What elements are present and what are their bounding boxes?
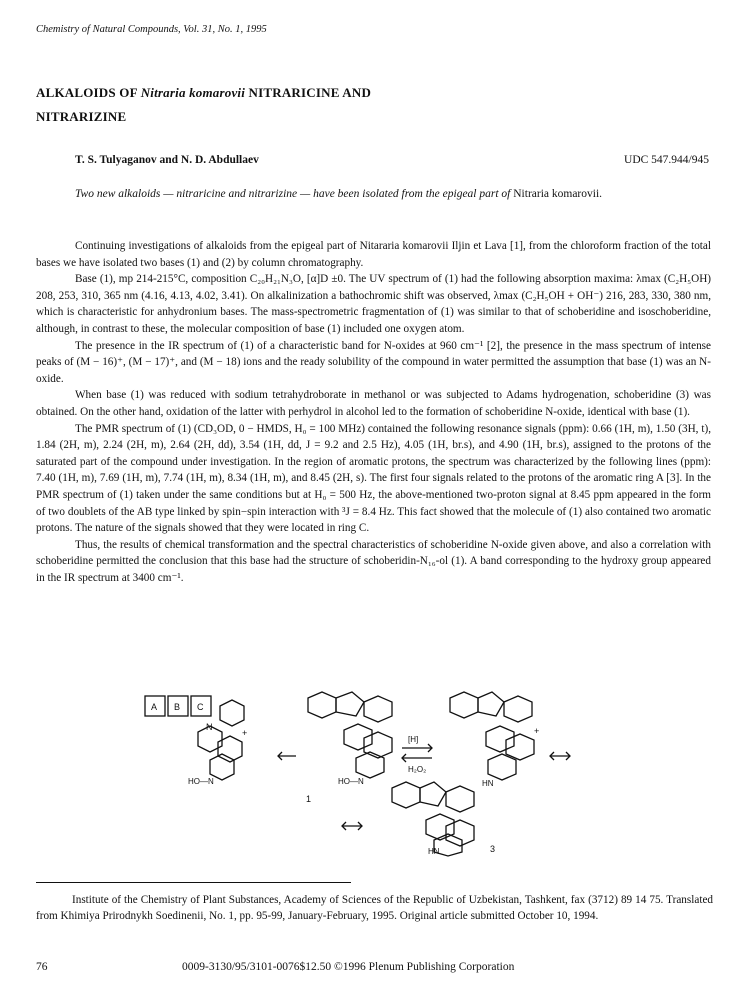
title-part1: ALKALOIDS OF xyxy=(36,85,141,100)
footnote xyxy=(36,892,713,924)
footnote-divider xyxy=(36,882,351,883)
title-part2: NITRARICINE AND xyxy=(245,85,372,100)
structure-3a xyxy=(450,692,534,780)
authors: T. S. Tulyaganov and N. D. Abdullaev xyxy=(75,154,259,166)
hn-label-2: HN xyxy=(428,847,440,856)
structure-3b xyxy=(392,782,474,856)
structure-1a xyxy=(145,696,244,780)
paragraph: The presence in the IR spectrum of (1) of a characteristic band for N-oxides at 960 cm⁻¹ [2], the presence in the mass spectrum of intense peaks of (M − 16)⁺, (M − 17)⁺, and (M − 18) ions and the ready solubility of the compound in water permitted the assumption that base (1) was an N-oxide. xyxy=(36,339,711,385)
ho-label-1: HO—N xyxy=(188,777,214,786)
reduction-label: [H] xyxy=(408,735,419,744)
paragraph: When base (1) was reduced with sodium tetrahydroborate in methanol or was subjected to Adams hydrogenation, schoberidine (3) was obtained. On the other hand, oxidation of the latter with perhydrol in alcohol led to the formation of schoberidine N-oxide, identical with base (1). xyxy=(36,389,711,418)
reaction-scheme xyxy=(130,688,610,858)
ring-c-label: C xyxy=(197,702,204,712)
oxidant-label: H₂O₂ xyxy=(408,765,427,774)
abstract-species: Nitraria komarovii. xyxy=(513,188,603,200)
n-plus-2: + xyxy=(534,726,540,736)
structure-1b xyxy=(308,692,392,778)
journal-header: Chemistry of Natural Compounds, Vol. 31, No. 1, 1995 xyxy=(36,24,267,35)
title-species: Nitraria komarovii xyxy=(140,85,246,100)
ring-a-label: A xyxy=(151,702,158,712)
paragraph: Thus, the results of chemical transformation and the spectral characteristics of schoberidine N-oxide given above, and also a correlation with schoberidine permitted the conclusion that this base had the structure of schoberidin-N₁₆-ol (1). A band corresponding to the hydroxy group appeared in the IR spectrum at 3400 cm⁻¹. xyxy=(36,538,711,584)
compound-1-label: 1 xyxy=(306,794,312,804)
ring-b-label: B xyxy=(174,702,181,712)
article-title xyxy=(36,81,676,129)
ho-label-2: HO—N xyxy=(338,777,364,786)
abstract-text: Two new alkaloids — nitraricine and nitrarizine — have been isolated from the epigeal part of xyxy=(75,188,511,200)
hn-label-1: HN xyxy=(482,779,494,788)
title-line2: NITRARIZINE xyxy=(36,109,127,124)
n-plus: + xyxy=(242,728,248,738)
paragraph: The PMR spectrum of (1) (CD₃OD, 0 − HMDS, H₀ = 100 MHz) contained the following resonance signals (ppm): 0.66 (1H, m), 1.50 (3H, t), 1.84 (2H, m), 2.24 (2H, m), 2.64 (2H, dd), 3.54 (1H, dd, J = 9.2 and 2.5 Hz), 4.05 (1H, br.s), and 4.90 (1H, br.s), assigned to the protons of the saturated part of the compound under investigation. In the region of aromatic protons, the spectrum was characterized by the following lines (ppm): 7.40 (1H, m), 7.69 (1H, m), 7.74 (1H, m), 8.34 (1H, m), and 8.45 (2H, s). The first four signals related to the protons of the aromatic ring A [3]. In the PMR spectrum of (1) taken under the same conditions but at H₀ = 500 Hz, the above-mentioned two-proton signal at 8.45 ppm appeared in the form of two doublets of the AB type linked by spin−spin interaction with ³J = 8.4 Hz. This fact showed that the molecule of (1) also contained two aromatic protons. The nature of the signals showed that they were located in ring C. xyxy=(36,422,711,535)
footnote-text: Institute of the Chemistry of Plant Substances, Academy of Sciences of the Republic of Uzbekistan, Tashkent, fax (3712) 89 14 75. Translated from Khimiya Prirodnykh Soedinenii, No. 1, pp. 95-99, January-February, 1995. Original article submitted October 10, 1994. xyxy=(36,894,713,922)
article-body xyxy=(36,234,711,586)
paragraph: Base (1), mp 214-215°C, composition C₂₀H₂₁N₃O, [α]D ±0. The UV spectrum of (1) had the following absorption maxima: λmax (C₂H₅OH) 208, 253, 310, 365 nm (4.16, 4.13, 4.02, 3.41). On alkalinization a bathochromic shift was observed, λmax (C₂H₅OH + OH⁻) 216, 283, 330, 380 nm, which is characteristic for anhydronium bases. The mass-spectrometric fragmentation of (1) was similar to that of schoberidine and isoschoberidine, although, in contrast to these, the molecular composition of base (1) included one oxygen atom. xyxy=(36,273,711,335)
n-label: N xyxy=(206,722,213,732)
abstract xyxy=(75,186,675,202)
paragraph: Continuing investigations of alkaloids from the epigeal part of Nitararia komarovii Iljin et Lava [1], from the chloroform fraction of the total bases we have isolated two bases (1) and (2) by column chromatography. xyxy=(36,240,711,269)
page-number: 76 xyxy=(36,961,48,973)
compound-3-label: 3 xyxy=(490,844,496,854)
udc-code: UDC 547.944/945 xyxy=(624,154,709,166)
copyright-line: 0009-3130/95/3101-0076$12.50 ©1996 Plenum Publishing Corporation xyxy=(182,961,515,973)
